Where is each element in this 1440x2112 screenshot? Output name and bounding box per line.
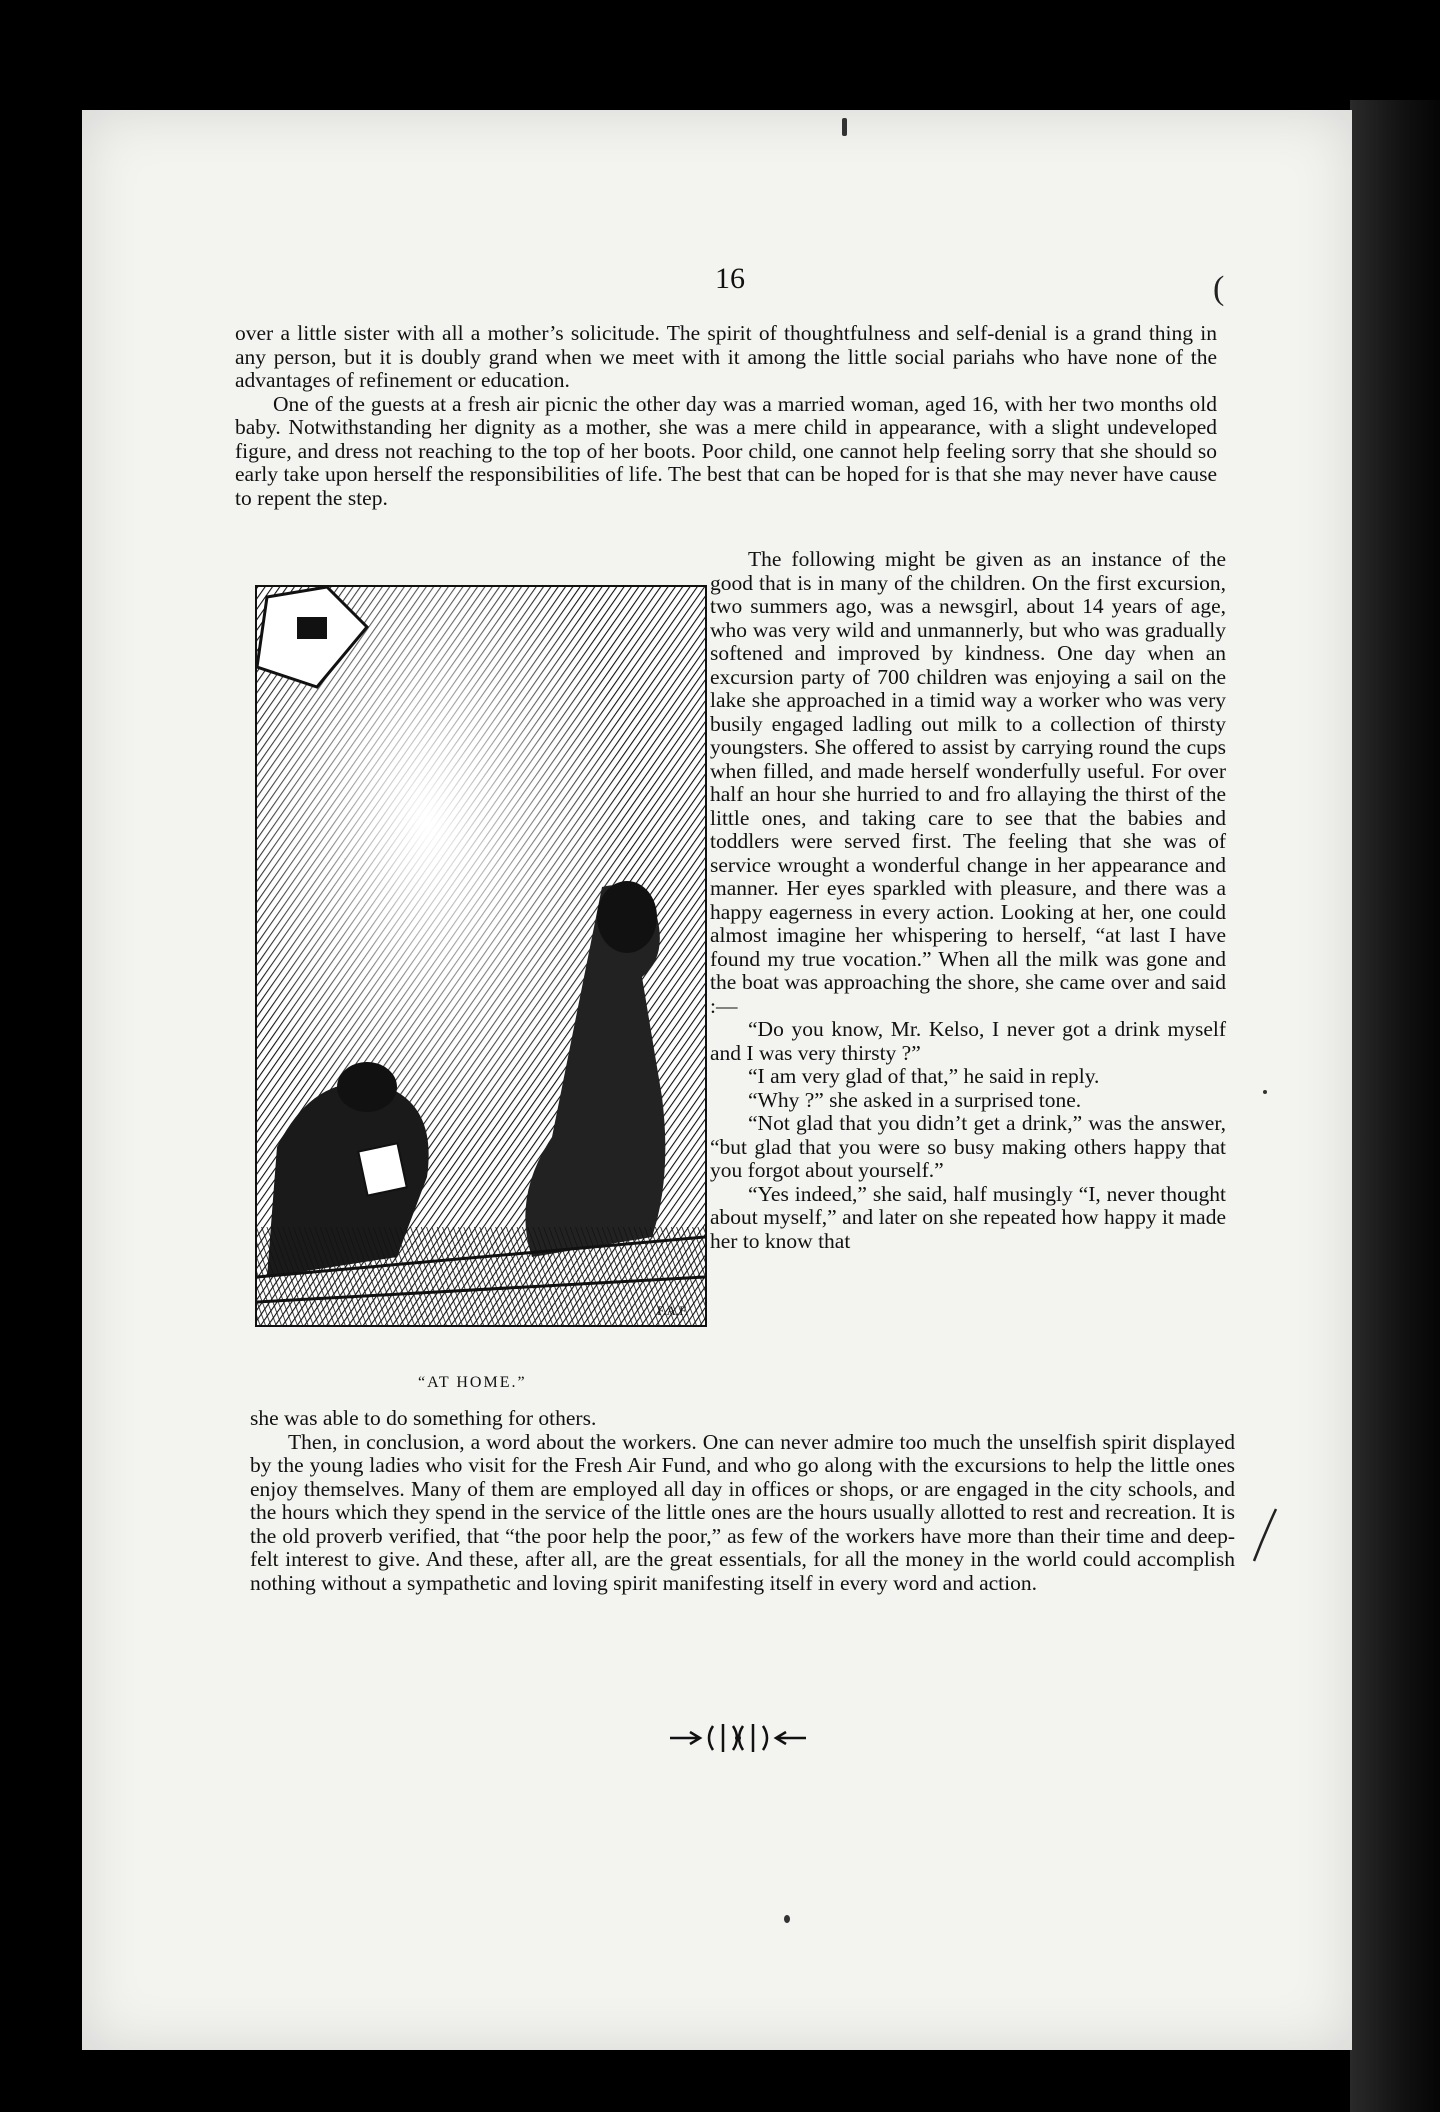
illustration-at-home bbox=[255, 585, 707, 1327]
illustration-caption: “AT HOME.” bbox=[418, 1374, 527, 1391]
paragraph: over a little sister with all a mother’s solicitude. The spirit of thoughtfulness and self-denial is a grand thing in any person, but it is doubly grand when we meet with it among the little social pariahs who have none of the advantages of refinement or education. bbox=[235, 321, 1217, 392]
paragraph: “Yes indeed,” she said, half musingly “I, never thought about myself,” and later on she repeated how happy it made her to know that bbox=[710, 1181, 1226, 1253]
paragraph: “I am very glad of that,” he said in reply. bbox=[748, 1064, 1100, 1088]
paragraph: One of the guests at a fresh air picnic the other day was a married woman, aged 16, with her two months old baby. Notwithstanding her dignity as a mother, she was a mere child in appearance, with a slight undeveloped figure, and dress not reaching to the top of her boots. Poor child, one cannot help feeling sorry that she should so early take upon herself the responsibilities of life. The best that can be hoped for is that she may never have cause to repent the step. bbox=[235, 391, 1217, 510]
page-number: 16 bbox=[715, 262, 745, 295]
paragraph: “Do you know, Mr. Kelso, I never got a drink myself and I was very thirsty ?” bbox=[710, 1017, 1226, 1065]
margin-mark: ( bbox=[1213, 270, 1225, 307]
paragraph: she was able to do something for others. bbox=[250, 1406, 597, 1430]
engraver-signature: F.A.F. bbox=[657, 1303, 689, 1318]
scan-speck bbox=[842, 118, 847, 136]
paragraph: Then, in conclusion, a word about the workers. One can never admire too much the unselfish spirit displayed by the young ladies who visit for the Fresh Air Fund, and who go along with the excursions to help the little ones enjoy themselves. Many of them are employed all day in offices or shops, or are engaged in the city schools, and the hours which they spend in the service of the little ones are the hours usually allotted to rest and recreation. It is the old proverb verified, that “the poor help the poor,” as few of the workers have more than their time and deep-felt interest to give. And these, after all, are the great essentials, for all the money in the world could accomplish nothing without a sympathetic and loving spirit manifesting itself in every word and action. bbox=[250, 1429, 1235, 1595]
right-column-text bbox=[710, 548, 1226, 1253]
pen-stroke-mark bbox=[1250, 1505, 1280, 1565]
scan-edge bbox=[1350, 100, 1440, 2112]
paragraph: “Not glad that you didn’t get a drink,” was the answer, “but glad that you were so busy making others happy that you forgot about yourself.” bbox=[710, 1111, 1226, 1182]
scan-speck bbox=[784, 1915, 790, 1923]
engraving-image bbox=[257, 587, 705, 1325]
ornament-divider-icon bbox=[668, 1718, 808, 1758]
scan-speck bbox=[1263, 1090, 1267, 1094]
closing-text bbox=[250, 1407, 1235, 1595]
intro-text bbox=[235, 322, 1217, 510]
paragraph: “Why ?” she asked in a surprised tone. bbox=[748, 1087, 1082, 1112]
paragraph: The following might be given as an instance of the good that is in many of the children. On the first excursion, two summers ago, was a newsgirl, about 14 years of age, who was very wild and unmannerly, but who was gradually softened and improved by kindness. One day when an excursion party of 700 children was enjoying a sail on the lake she approached in a timid way a worker who was very busily engaged ladling out milk to a collection of thirsty youngsters. She offered to assist by carrying round the cups when filled, and made herself wonderfully useful. For over half an hour she hurried to and fro allaying the thirst of the little ones, and taking care to see that the babies and toddlers were served first. The feeling that she was of service wrought a wonderful change in her appearance and manner. Her eyes sparkled with pleasure, and there was a happy eagerness in every action. Looking at her, one could almost imagine her whispering to herself, “at last I have found my true vocation.” When all the milk was gone and the boat was approaching the shore, she came over and said :— bbox=[710, 547, 1226, 1018]
